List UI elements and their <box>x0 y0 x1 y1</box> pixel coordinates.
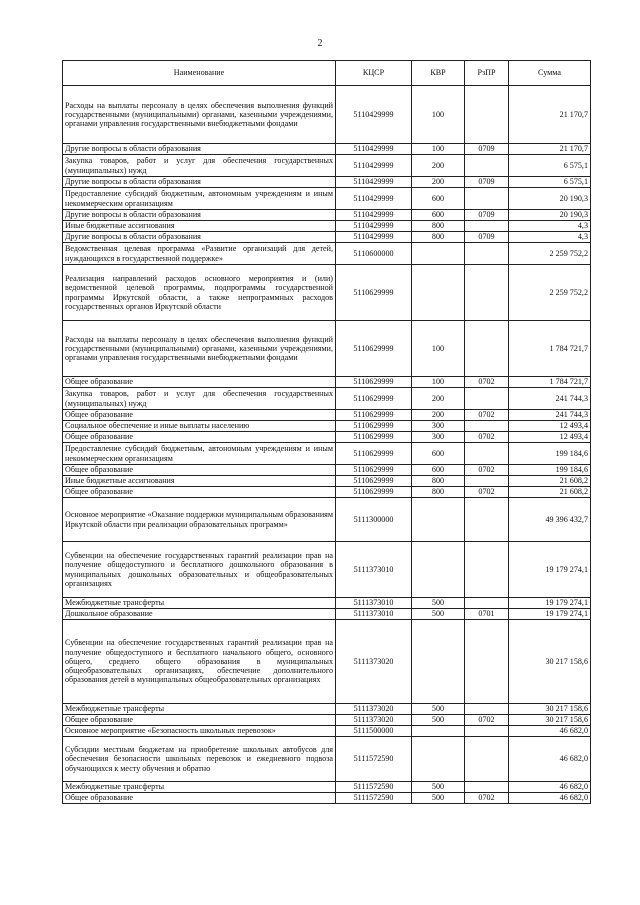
cell-sum: 21 608,2 <box>509 487 591 498</box>
cell-kvr: 200 <box>412 155 465 177</box>
cell-rzpr <box>465 86 509 144</box>
budget-table <box>62 60 591 804</box>
cell-kcsr: 5110600000 <box>336 243 412 265</box>
cell-kvr: 200 <box>412 388 465 410</box>
table-row <box>63 782 591 793</box>
cell-kvr: 600 <box>412 443 465 465</box>
cell-name: Межбюджетные трансферты <box>63 704 336 715</box>
cell-sum: 199 184,6 <box>509 465 591 476</box>
cell-kvr: 100 <box>412 321 465 377</box>
table-row <box>63 221 591 232</box>
cell-name: Иные бюджетные ассигнования <box>63 476 336 487</box>
table-row <box>63 598 591 609</box>
cell-sum: 20 190,3 <box>509 188 591 210</box>
cell-name: Закупка товаров, работ и услуг для обеспечения государственных (муниципальных) нужд <box>63 388 336 410</box>
table-row <box>63 726 591 737</box>
cell-rzpr: 0709 <box>465 232 509 243</box>
cell-rzpr <box>465 188 509 210</box>
table-row <box>63 715 591 726</box>
cell-kvr: 600 <box>412 188 465 210</box>
cell-rzpr: 0702 <box>465 410 509 421</box>
cell-kvr <box>412 737 465 782</box>
cell-rzpr <box>465 243 509 265</box>
cell-kcsr: 5111300000 <box>336 498 412 542</box>
cell-sum: 241 744,3 <box>509 388 591 410</box>
table-row <box>63 793 591 804</box>
cell-name: Общее образование <box>63 377 336 388</box>
cell-rzpr: 0709 <box>465 210 509 221</box>
table-row <box>63 377 591 388</box>
cell-rzpr <box>465 221 509 232</box>
cell-kcsr: 5111500000 <box>336 726 412 737</box>
cell-rzpr: 0702 <box>465 715 509 726</box>
cell-kvr: 200 <box>412 410 465 421</box>
cell-kcsr: 5111373020 <box>336 620 412 704</box>
cell-name: Предоставление субсидий бюджетным, автономным учреждениям и иным некоммерческим организациям <box>63 188 336 210</box>
cell-sum: 1 784 721,7 <box>509 321 591 377</box>
cell-kvr: 800 <box>412 487 465 498</box>
cell-sum: 6 575,1 <box>509 177 591 188</box>
cell-kvr <box>412 265 465 321</box>
cell-name: Субсидии местным бюджетам на приобретение школьных автобусов для обеспечения безопасности школьных перевозок и ежедневного подвоза обучающихся к месту обучения и обратно <box>63 737 336 782</box>
header-rzpr: РзПР <box>465 61 509 86</box>
cell-kcsr: 5110629999 <box>336 265 412 321</box>
cell-rzpr: 0702 <box>465 377 509 388</box>
cell-rzpr <box>465 265 509 321</box>
cell-kvr <box>412 542 465 598</box>
cell-kcsr: 5110429999 <box>336 188 412 210</box>
cell-rzpr <box>465 155 509 177</box>
cell-rzpr <box>465 620 509 704</box>
cell-kvr <box>412 498 465 542</box>
cell-kvr <box>412 726 465 737</box>
cell-name: Ведомственная целевая программа «Развитие организаций для детей, нуждающихся в государственной поддержке» <box>63 243 336 265</box>
cell-name: Другие вопросы в области образования <box>63 177 336 188</box>
cell-sum: 12 493,4 <box>509 432 591 443</box>
cell-kcsr: 5110629999 <box>336 321 412 377</box>
cell-name: Общее образование <box>63 715 336 726</box>
table-body <box>63 86 591 804</box>
cell-kcsr: 5110429999 <box>336 210 412 221</box>
cell-sum: 2 259 752,2 <box>509 243 591 265</box>
header-name: Наименование <box>63 61 336 86</box>
cell-kvr <box>412 243 465 265</box>
table-row <box>63 476 591 487</box>
cell-kcsr: 5111373010 <box>336 542 412 598</box>
table-row <box>63 177 591 188</box>
cell-kvr: 200 <box>412 177 465 188</box>
cell-kcsr: 5111572590 <box>336 782 412 793</box>
cell-kcsr: 5110429999 <box>336 221 412 232</box>
cell-kvr: 300 <box>412 421 465 432</box>
cell-name: Субвенции на обеспечение государственных гарантий реализации прав на получение общедоступного и бесплатного дошкольного образования в муниципальных дошкольных образовательных и общеобразовательных организациях <box>63 542 336 598</box>
cell-sum: 30 217 158,6 <box>509 704 591 715</box>
cell-name: Другие вопросы в области образования <box>63 232 336 243</box>
cell-kcsr: 5110629999 <box>336 487 412 498</box>
cell-kvr: 800 <box>412 232 465 243</box>
cell-name: Общее образование <box>63 432 336 443</box>
cell-sum: 30 217 158,6 <box>509 620 591 704</box>
cell-sum: 21 608,2 <box>509 476 591 487</box>
table-row <box>63 265 591 321</box>
cell-kvr: 500 <box>412 715 465 726</box>
table-row <box>63 498 591 542</box>
cell-name: Другие вопросы в области образования <box>63 210 336 221</box>
table-header-row <box>63 61 591 86</box>
cell-kvr: 500 <box>412 598 465 609</box>
table-row <box>63 232 591 243</box>
header-kcsr: КЦСР <box>336 61 412 86</box>
cell-rzpr <box>465 782 509 793</box>
table-row <box>63 188 591 210</box>
table-row <box>63 737 591 782</box>
cell-rzpr <box>465 737 509 782</box>
cell-kcsr: 5110629999 <box>336 443 412 465</box>
table-row <box>63 144 591 155</box>
cell-kcsr: 5110429999 <box>336 144 412 155</box>
table-row <box>63 86 591 144</box>
cell-kcsr: 5110429999 <box>336 177 412 188</box>
cell-name: Общее образование <box>63 410 336 421</box>
cell-rzpr <box>465 443 509 465</box>
table-row <box>63 155 591 177</box>
cell-rzpr <box>465 476 509 487</box>
cell-sum: 20 190,3 <box>509 210 591 221</box>
cell-sum: 241 744,3 <box>509 410 591 421</box>
cell-name: Социальное обеспечение и иные выплаты населению <box>63 421 336 432</box>
cell-sum: 4,3 <box>509 221 591 232</box>
cell-sum: 46 682,0 <box>509 793 591 804</box>
table-row <box>63 704 591 715</box>
cell-kvr <box>412 620 465 704</box>
cell-kcsr: 5111572590 <box>336 737 412 782</box>
cell-sum: 4,3 <box>509 232 591 243</box>
cell-kcsr: 5110629999 <box>336 432 412 443</box>
table-row <box>63 609 591 620</box>
cell-name: Предоставление субсидий бюджетным, автономным учреждениям и иным некоммерческим организациям <box>63 443 336 465</box>
cell-name: Общее образование <box>63 487 336 498</box>
table-row <box>63 487 591 498</box>
table-row <box>63 410 591 421</box>
cell-sum: 46 682,0 <box>509 726 591 737</box>
cell-kcsr: 5110629999 <box>336 465 412 476</box>
cell-sum: 21 170,7 <box>509 86 591 144</box>
table-row <box>63 620 591 704</box>
cell-kcsr: 5110629999 <box>336 421 412 432</box>
cell-kcsr: 5110629999 <box>336 410 412 421</box>
cell-rzpr <box>465 421 509 432</box>
cell-kcsr: 5111373020 <box>336 704 412 715</box>
table-row <box>63 243 591 265</box>
cell-name: Иные бюджетные ассигнования <box>63 221 336 232</box>
cell-sum: 21 170,7 <box>509 144 591 155</box>
cell-sum: 46 682,0 <box>509 737 591 782</box>
cell-rzpr: 0702 <box>465 432 509 443</box>
cell-kvr: 800 <box>412 476 465 487</box>
cell-sum: 199 184,6 <box>509 443 591 465</box>
header-sum: Сумма <box>509 61 591 86</box>
cell-kcsr: 5110429999 <box>336 232 412 243</box>
cell-sum: 46 682,0 <box>509 782 591 793</box>
cell-name: Расходы на выплаты персоналу в целях обеспечения выполнения функций государственными (муниципальными) органами, казенными учреждениями, органами управления государственными внебюджетными фондами <box>63 321 336 377</box>
cell-kcsr: 5110429999 <box>336 155 412 177</box>
table-row <box>63 210 591 221</box>
cell-rzpr <box>465 704 509 715</box>
cell-kvr: 800 <box>412 221 465 232</box>
cell-rzpr <box>465 726 509 737</box>
cell-kvr: 100 <box>412 377 465 388</box>
cell-kcsr: 5111373020 <box>336 715 412 726</box>
cell-name: Основное мероприятие «Безопасность школьных перевозок» <box>63 726 336 737</box>
cell-kvr: 500 <box>412 704 465 715</box>
cell-sum: 19 179 274,1 <box>509 542 591 598</box>
cell-kvr: 500 <box>412 609 465 620</box>
table-row <box>63 421 591 432</box>
cell-kvr: 100 <box>412 86 465 144</box>
cell-sum: 30 217 158,6 <box>509 715 591 726</box>
cell-kcsr: 5110629999 <box>336 377 412 388</box>
cell-rzpr <box>465 598 509 609</box>
cell-sum: 19 179 274,1 <box>509 609 591 620</box>
cell-sum: 49 396 432,7 <box>509 498 591 542</box>
cell-rzpr: 0702 <box>465 793 509 804</box>
table-row <box>63 542 591 598</box>
cell-sum: 12 493,4 <box>509 421 591 432</box>
cell-name: Другие вопросы в области образования <box>63 144 336 155</box>
cell-name: Межбюджетные трансферты <box>63 598 336 609</box>
cell-rzpr: 0709 <box>465 144 509 155</box>
cell-kcsr: 5111373010 <box>336 598 412 609</box>
cell-name: Основное мероприятие «Оказание поддержки муниципальным образованиям Иркутской области при реализации образовательных программ» <box>63 498 336 542</box>
cell-kvr: 600 <box>412 465 465 476</box>
table-row <box>63 321 591 377</box>
cell-rzpr: 0701 <box>465 609 509 620</box>
cell-kcsr: 5110429999 <box>336 86 412 144</box>
cell-kcsr: 5111373010 <box>336 609 412 620</box>
header-kvr: КВР <box>412 61 465 86</box>
cell-kcsr: 5111572590 <box>336 793 412 804</box>
cell-kvr: 600 <box>412 210 465 221</box>
cell-rzpr <box>465 498 509 542</box>
cell-name: Субвенции на обеспечение государственных гарантий реализации прав на получение общедоступного и бесплатного начального общего, основного общего, среднего общего образования в муниципальных общеобразовательных организациях, обеспечение дополнительного образования детей в муниципальных общеобразовательных организациях <box>63 620 336 704</box>
cell-name: Межбюджетные трансферты <box>63 782 336 793</box>
cell-rzpr: 0709 <box>465 177 509 188</box>
page-number: 2 <box>317 38 323 49</box>
cell-rzpr <box>465 388 509 410</box>
cell-name: Реализация направлений расходов основного мероприятия и (или) ведомственной целевой программы, подпрограммы государственной программы Иркутской области, а также непрограммных расходов государственных органов Иркутской области <box>63 265 336 321</box>
cell-name: Общее образование <box>63 465 336 476</box>
cell-name: Дошкольное образование <box>63 609 336 620</box>
cell-sum: 19 179 274,1 <box>509 598 591 609</box>
cell-kvr: 500 <box>412 782 465 793</box>
table-row <box>63 432 591 443</box>
cell-rzpr <box>465 542 509 598</box>
cell-sum: 1 784 721,7 <box>509 377 591 388</box>
cell-name: Закупка товаров, работ и услуг для обеспечения государственных (муниципальных) нужд <box>63 155 336 177</box>
cell-kcsr: 5110629999 <box>336 388 412 410</box>
cell-kvr: 100 <box>412 144 465 155</box>
cell-rzpr <box>465 321 509 377</box>
table-row <box>63 388 591 410</box>
cell-kcsr: 5110629999 <box>336 476 412 487</box>
cell-name: Общее образование <box>63 793 336 804</box>
table-row <box>63 465 591 476</box>
cell-kvr: 300 <box>412 432 465 443</box>
table-row <box>63 443 591 465</box>
cell-rzpr: 0702 <box>465 487 509 498</box>
cell-sum: 6 575,1 <box>509 155 591 177</box>
cell-name: Расходы на выплаты персоналу в целях обеспечения выполнения функций государственными (муниципальными) органами, казенными учреждениями, органами управления государственными внебюджетными фондами <box>63 86 336 144</box>
cell-kvr: 500 <box>412 793 465 804</box>
cell-sum: 2 259 752,2 <box>509 265 591 321</box>
cell-rzpr: 0702 <box>465 465 509 476</box>
